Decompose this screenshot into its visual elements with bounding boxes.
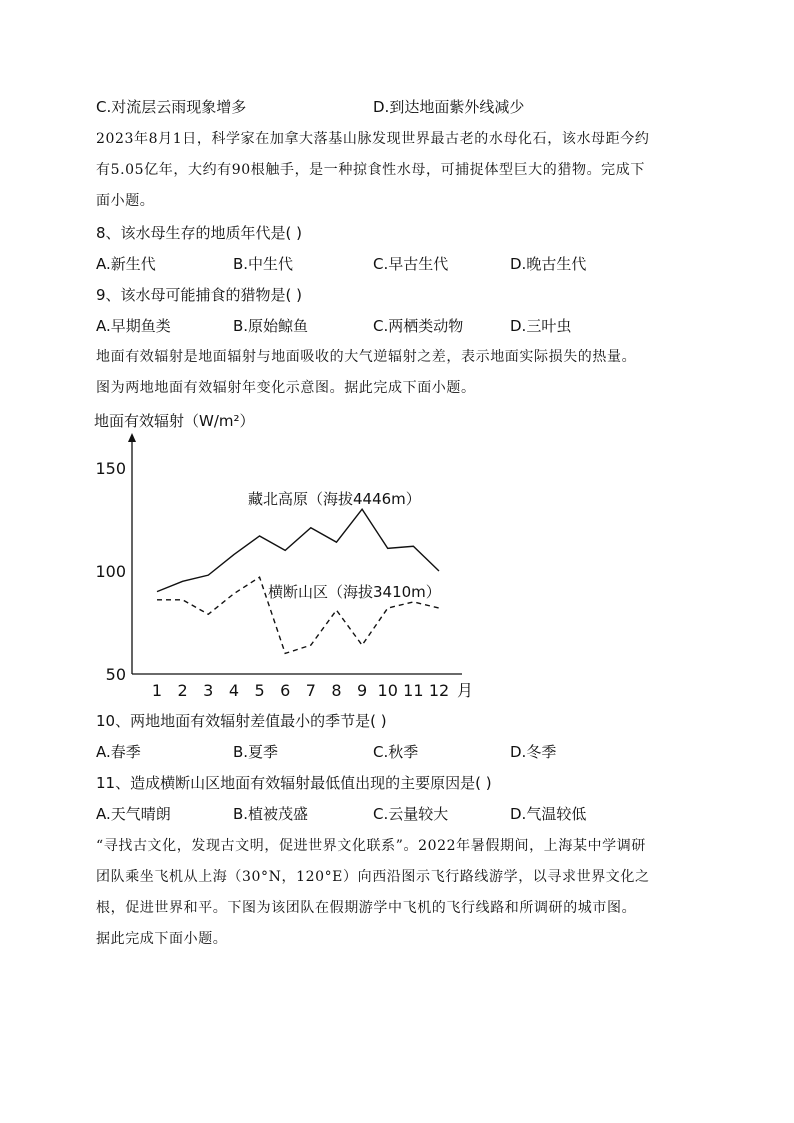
q11-option-d: D.气温较低 bbox=[510, 805, 587, 823]
x-tick-label: 4 bbox=[228, 681, 240, 700]
q9-option-d: D.三叶虫 bbox=[510, 317, 572, 335]
q10-option-b: B.夏季 bbox=[233, 743, 279, 761]
passage3-line2: 团队乘坐飞机从上海（30°N，120°E）向西沿图示飞行路线游学，以寻求世界文化之 bbox=[96, 869, 650, 885]
q11-option-a: A.天气晴朗 bbox=[96, 805, 171, 823]
series-label-zangbei: 藏北高原（海拔4446m） bbox=[248, 490, 421, 508]
passage3-line3: 根，促进世界和平。下图为该团队在假期游学中飞机的飞行线路和所调研的城市图。 bbox=[96, 900, 637, 916]
passage1-line1: 2023年8月1日，科学家在加拿大落基山脉发现世界最古老的水母化石，该水母距今约 bbox=[96, 131, 650, 147]
x-tick-label: 9 bbox=[356, 681, 368, 700]
q11-option-c: C.云量较大 bbox=[373, 805, 449, 823]
q8-option-a: A.新生代 bbox=[96, 255, 156, 273]
x-tick-label: 8 bbox=[331, 681, 342, 700]
q11-stem: 11、造成横断山区地面有效辐射最低值出现的主要原因是( ) bbox=[96, 774, 492, 792]
passage1-line3: 面小题。 bbox=[96, 193, 155, 209]
chart-xlabel: 月 bbox=[457, 681, 474, 700]
passage2-line2: 图为两地地面有效辐射年变化示意图。据此完成下面小题。 bbox=[96, 380, 476, 396]
q8-option-b: B.中生代 bbox=[233, 255, 294, 273]
x-tick-label: 7 bbox=[305, 681, 316, 700]
x-tick-label: 3 bbox=[203, 681, 214, 700]
y-tick-label: 100 bbox=[95, 562, 126, 581]
passage3-line4: 据此完成下面小题。 bbox=[96, 931, 228, 947]
q9-option-b: B.原始鲸鱼 bbox=[233, 317, 309, 335]
x-tick-label: 12 bbox=[428, 681, 450, 700]
q8-option-d: D.晚古生代 bbox=[510, 255, 587, 273]
x-tick-label: 10 bbox=[377, 681, 398, 700]
q7-option-c: C.对流层云雨现象增多 bbox=[96, 98, 247, 116]
chart-ylabel: 地面有效辐射（W/m²） bbox=[94, 412, 255, 430]
y-axis-arrow-icon bbox=[128, 433, 136, 442]
passage1-line2: 有5.05亿年，大约有90根触手，是一种掠食性水母，可捕捉体型巨大的猎物。完成下 bbox=[96, 162, 645, 178]
q10-option-a: A.春季 bbox=[96, 743, 141, 761]
q9-option-a: A.早期鱼类 bbox=[96, 317, 171, 335]
q8-option-c: C.早古生代 bbox=[373, 255, 449, 273]
q9-stem: 9、该水母可能捕食的猎物是( ) bbox=[96, 286, 303, 304]
q10-option-c: C.秋季 bbox=[373, 743, 419, 761]
q8-stem: 8、该水母生存的地质年代是( ) bbox=[96, 224, 303, 242]
x-tick-label: 11 bbox=[403, 681, 424, 700]
y-tick-label: 150 bbox=[95, 459, 126, 478]
passage2-line1: 地面有效辐射是地面辐射与地面吸收的大气逆辐射之差，表示地面实际损失的热量。 bbox=[96, 349, 637, 365]
x-tick-label: 6 bbox=[280, 681, 291, 700]
q10-stem: 10、两地地面有效辐射差值最小的季节是( ) bbox=[96, 712, 387, 730]
q7-option-d: D.到达地面紫外线减少 bbox=[373, 98, 525, 116]
q9-option-c: C.两栖类动物 bbox=[373, 317, 464, 335]
series-line-zangbei bbox=[157, 509, 439, 591]
q11-option-b: B.植被茂盛 bbox=[233, 805, 309, 823]
y-tick-label: 50 bbox=[105, 665, 126, 684]
series-label-hengduan: 横断山区（海拔3410m） bbox=[268, 583, 441, 601]
passage3-line1: “寻找古文化，发现古文明，促进世界文化联系”。2022年暑假期间，上海某中学调研 bbox=[96, 838, 646, 854]
x-tick-label: 2 bbox=[177, 681, 188, 700]
x-tick-label: 5 bbox=[254, 681, 265, 700]
radiation-line-chart bbox=[90, 400, 490, 705]
q10-option-d: D.冬季 bbox=[510, 743, 557, 761]
x-tick-label: 1 bbox=[151, 681, 163, 700]
